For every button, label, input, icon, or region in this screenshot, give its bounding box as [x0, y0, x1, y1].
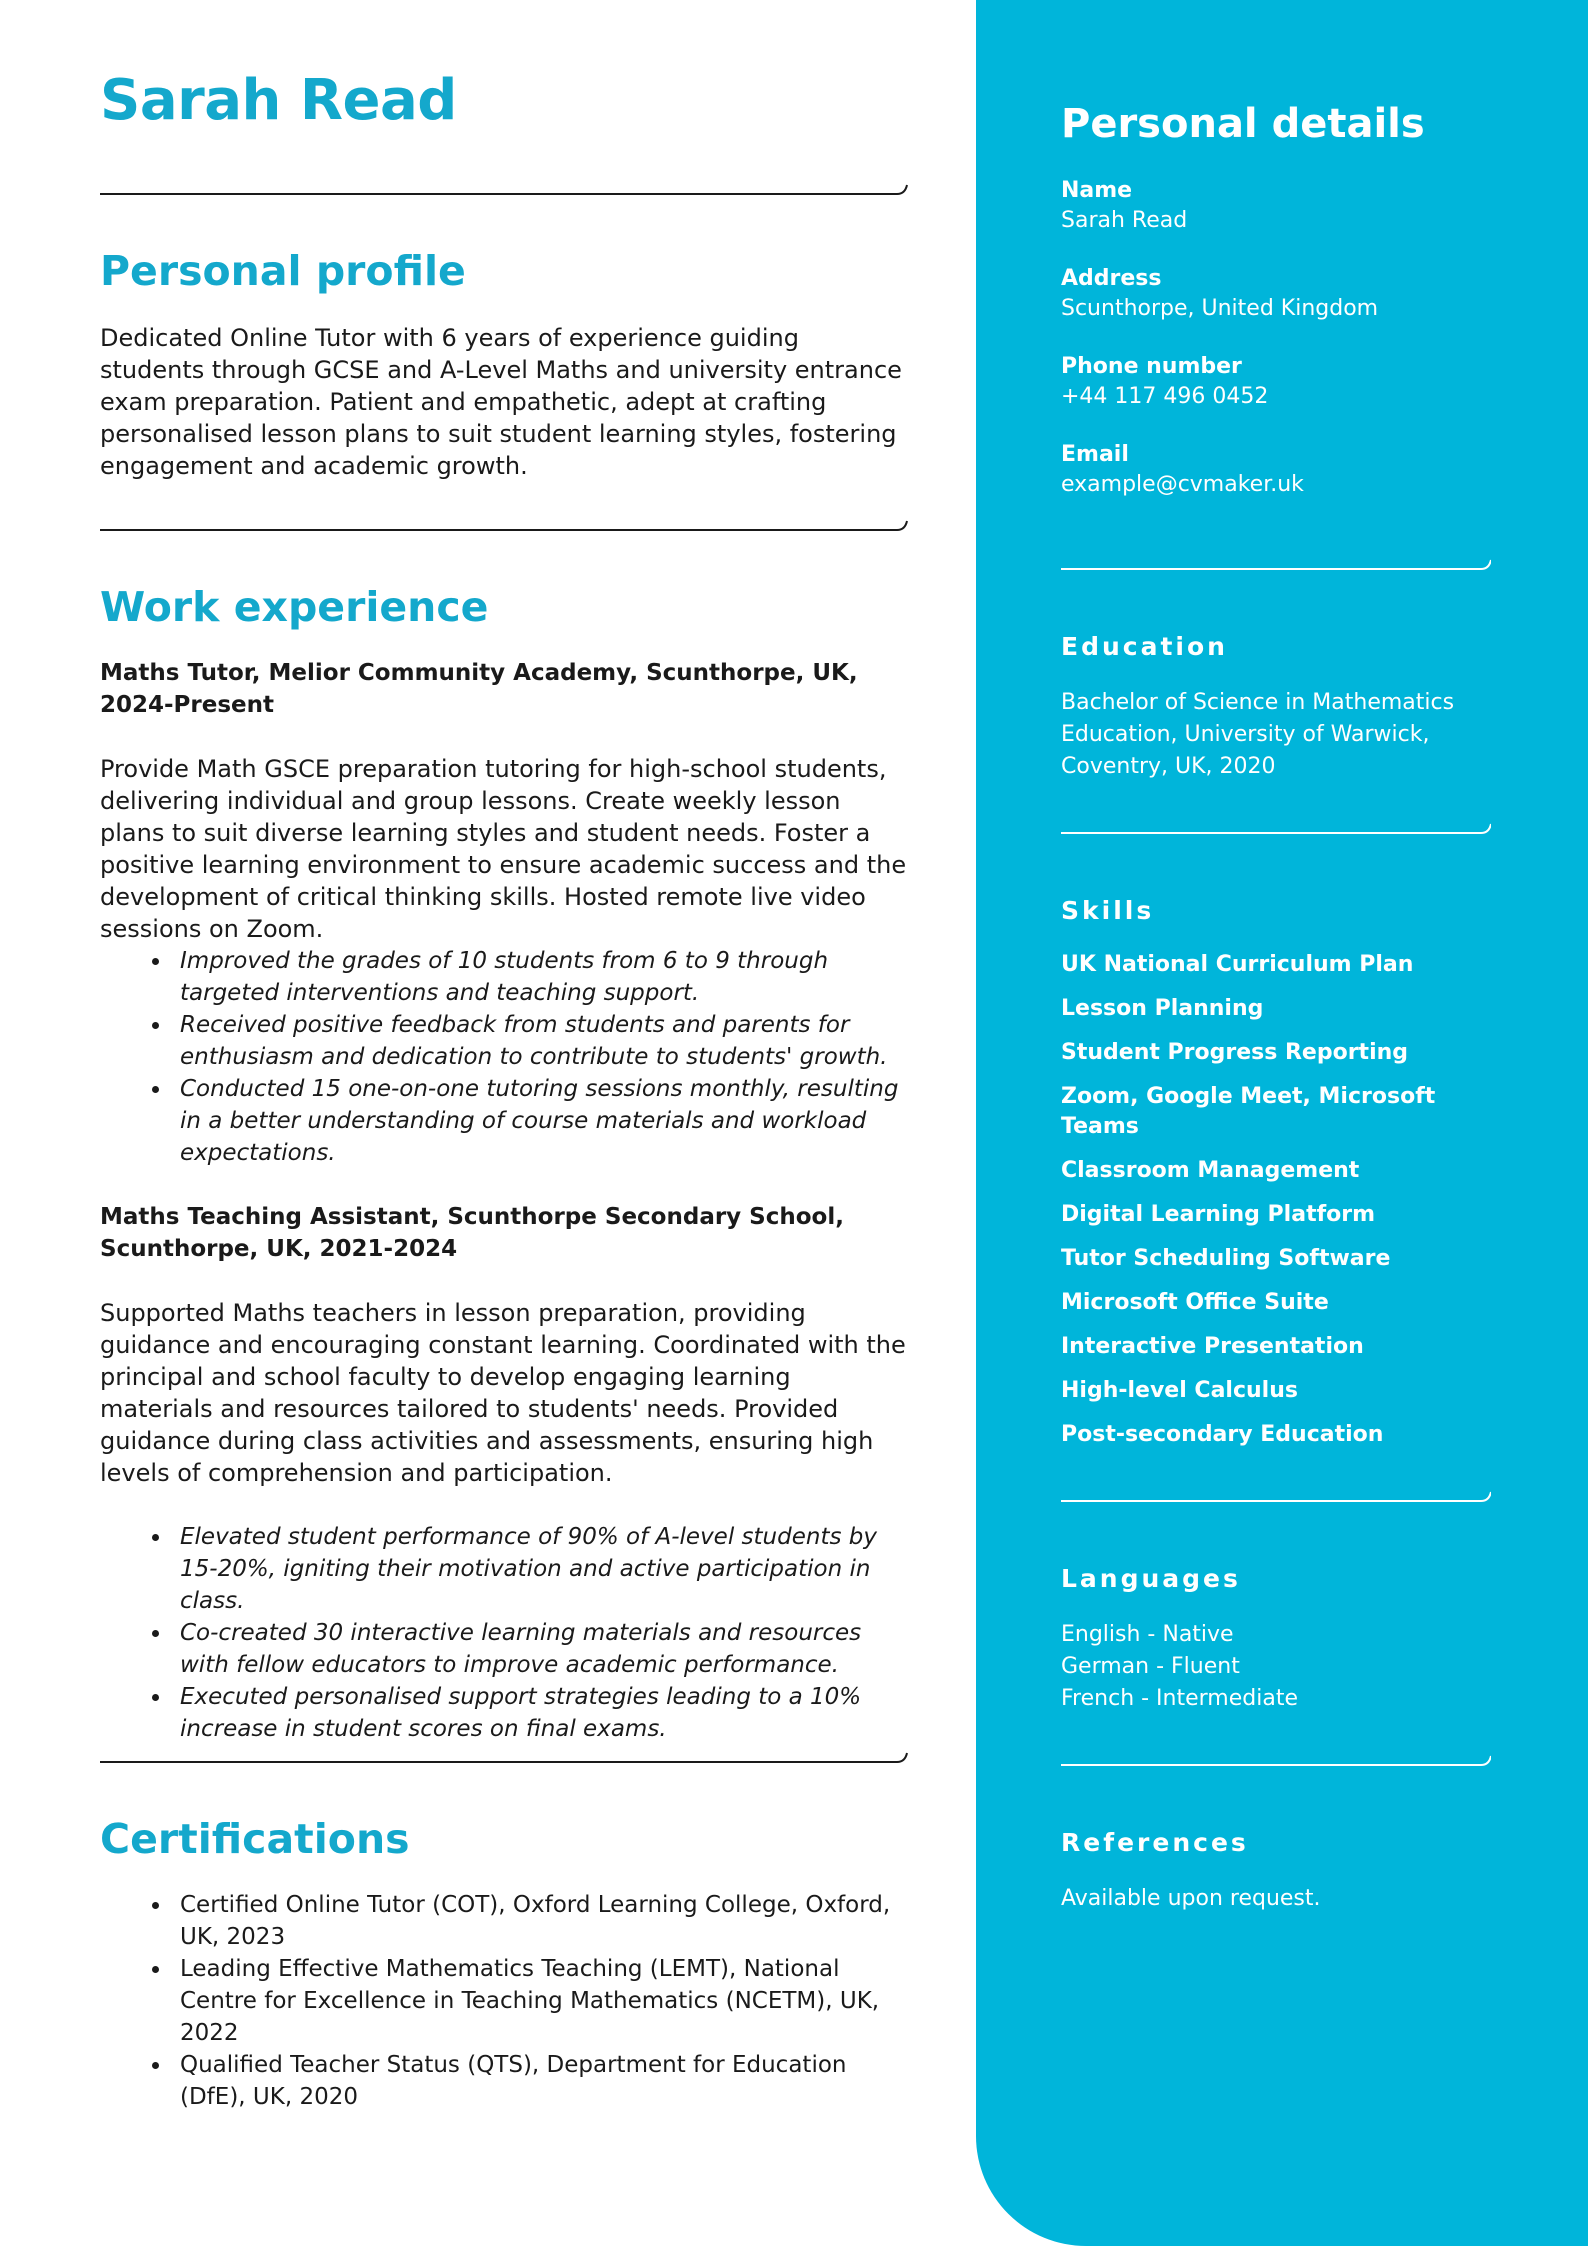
list-item: Received positive feedback from students and parents for enthusiasm and dedication to contribute to students' growth. [180, 1009, 908, 1073]
job-description: Supported Maths teachers in lesson preparation, providing guidance and encouraging constant learning. Coordinated with the principal and school faculty to develop engaging learning materials and resources tailored to students' needs. Provided guidance during class activities and assessments, ensuring high levels of comprehension and participation. [100, 1299, 906, 1487]
sidebar-divider [1061, 556, 1491, 570]
profile-text: Dedicated Online Tutor with 6 years of experience guiding students through GCSE and A-Level Maths and university entrance exam preparation. Patient and empathetic, adept at crafting personalised lesson plans to suit student learning styles, fostering engagement and academic growth. [100, 324, 902, 480]
education-block [1061, 687, 1501, 783]
profile-heading: Personal profile [100, 247, 466, 295]
references-block [1061, 1883, 1501, 1915]
page-title: Sarah Read [100, 68, 457, 133]
list-item: Executed personalised support strategies leading to a 10% increase in student scores on final exams. [180, 1681, 908, 1745]
skill-item: Student Progress Reporting [1061, 1040, 1409, 1065]
skill-item: Classroom Management [1061, 1158, 1360, 1183]
skills-list [1061, 950, 1501, 1464]
detail-label: Address [1061, 266, 1162, 291]
list-item: Certified Online Tutor (COT), Oxford Learning College, Oxford, UK, 2023 [180, 1889, 908, 1953]
detail-phone [1061, 352, 1501, 412]
education-heading: Education [1061, 632, 1228, 661]
references-text: Available upon request. [1061, 1886, 1321, 1911]
language-item: German - Fluent [1061, 1654, 1240, 1679]
list-item: Qualified Teacher Status (QTS), Department for Education (DfE), UK, 2020 [180, 2049, 908, 2113]
languages-heading: Languages [1061, 1564, 1241, 1593]
list-item: Co-created 30 interactive learning materials and resources with fellow educators to improve academic performance. [180, 1617, 908, 1681]
detail-value: Scunthorpe, United Kingdom [1061, 296, 1379, 321]
skill-item: Tutor Scheduling Software [1061, 1246, 1391, 1271]
job-title: Maths Tutor, Melior Community Academy, Scunthorpe, UK, 2024-Present [100, 660, 858, 718]
sidebar-divider [1061, 820, 1491, 834]
detail-value: Sarah Read [1061, 208, 1188, 233]
language-item: English - Native [1061, 1622, 1234, 1647]
list-item: Conducted 15 one-on-one tutoring sessions monthly, resulting in a better understanding of course materials and workload expectations. [180, 1073, 908, 1169]
detail-label: Email [1061, 442, 1129, 467]
list-item: Elevated student performance of 90% of A-level students by 15-20%, igniting their motivation and active participation in class. [180, 1521, 908, 1617]
skill-item: Lesson Planning [1061, 996, 1264, 1021]
skill-item: UK National Curriculum Plan [1061, 952, 1414, 977]
work-heading: Work experience [100, 583, 489, 631]
education-text: Bachelor of Science in Mathematics Education, University of Warwick, Coventry, UK, 2020 [1061, 690, 1455, 779]
language-item: French - Intermediate [1061, 1686, 1298, 1711]
skill-item: Microsoft Office Suite [1061, 1290, 1329, 1315]
personal-details-heading: Personal details [1061, 101, 1425, 147]
section-divider [100, 518, 908, 532]
skill-item: Post-secondary Education [1061, 1422, 1384, 1447]
skills-heading: Skills [1061, 896, 1155, 925]
job-description: Provide Math GSCE preparation tutoring for high-school students, delivering individual and group lessons. Create weekly lesson plans to suit diverse learning styles and student needs. Foster a positive learning environment to ensure academic success and the development of critical thinking skills. Hosted remote live video sessions on Zoom. [100, 755, 907, 943]
detail-label: Name [1061, 178, 1133, 203]
job-title: Maths Teaching Assistant, Scunthorpe Secondary School, Scunthorpe, UK, 2021-2024 [100, 1204, 844, 1262]
sidebar-divider [1061, 1488, 1491, 1502]
skill-item: Interactive Presentation [1061, 1334, 1364, 1359]
detail-address [1061, 264, 1501, 324]
skill-item: High-level Calculus [1061, 1378, 1298, 1403]
references-heading: References [1061, 1828, 1249, 1857]
list-item: Improved the grades of 10 students from 6 to 9 through targeted interventions and teaching support. [180, 945, 908, 1009]
section-divider [100, 182, 908, 196]
languages-list [1061, 1619, 1501, 1715]
detail-label: Phone number [1061, 354, 1242, 379]
sidebar [976, 0, 1588, 2246]
skill-item: Zoom, Google Meet, Microsoft Teams [1061, 1084, 1436, 1139]
job-achievements [100, 945, 908, 1169]
section-divider [100, 1750, 908, 1764]
list-item: Leading Effective Mathematics Teaching (LEMT), National Centre for Excellence in Teaching Mathematics (NCETM), UK, 2022 [180, 1953, 908, 2049]
certifications-list [100, 1889, 908, 2113]
job-achievements [100, 1521, 908, 1745]
detail-value: +44 117 496 0452 [1061, 384, 1269, 409]
detail-name [1061, 176, 1501, 236]
skill-item: Digital Learning Platform [1061, 1202, 1376, 1227]
certifications-heading: Certifications [100, 1815, 410, 1863]
sidebar-divider [1061, 1752, 1491, 1766]
detail-email [1061, 440, 1501, 500]
detail-value: example@cvmaker.uk [1061, 472, 1304, 497]
